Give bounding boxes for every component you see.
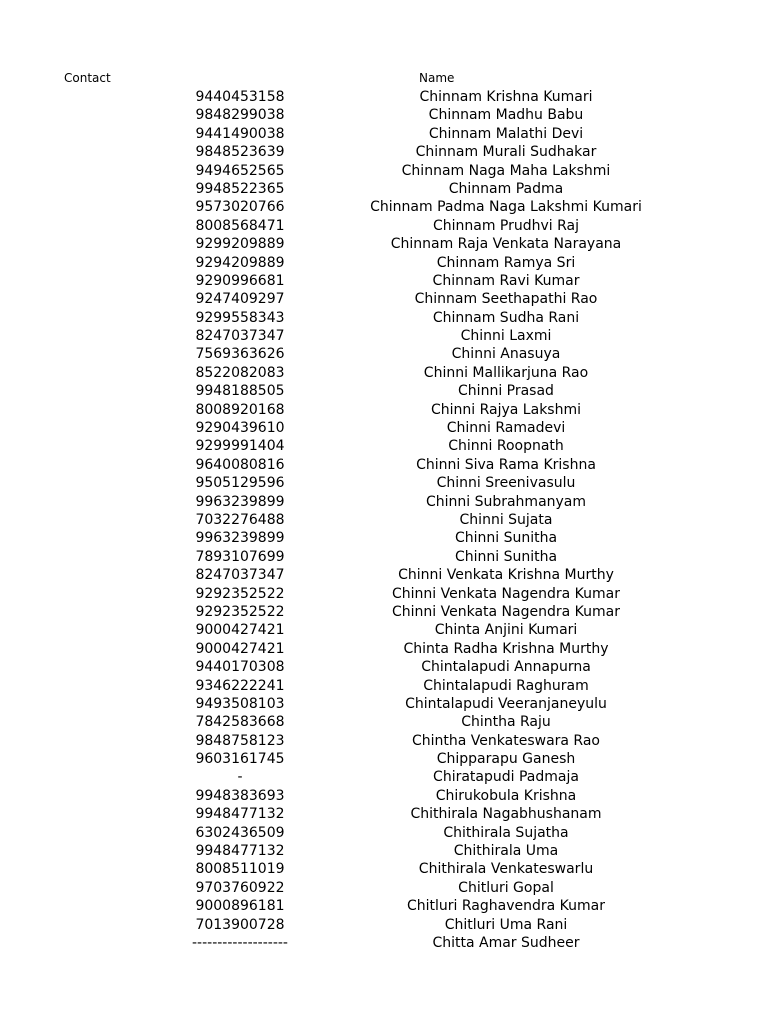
contact-number-cell: 9948477132 (195, 843, 285, 860)
contact-number-cell: 9603161745 (195, 751, 285, 768)
table-row (0, 768, 768, 786)
table-row (0, 842, 768, 860)
name-text: Chiratapudi Padmaja (433, 769, 579, 786)
name-text: Chinni Sunitha (454, 548, 558, 565)
contact-number-cell: 9948383693 (195, 787, 285, 804)
table-row (0, 474, 768, 492)
name-cell (416, 272, 768, 290)
name-cell (407, 897, 768, 915)
contact-number-cell: 9440170308 (195, 659, 285, 676)
name-cell (416, 143, 768, 161)
name-text: Chitluri Raghavendra Kumar (407, 898, 605, 915)
contact-number-cell: 9299558343 (195, 309, 285, 326)
name-cell (416, 290, 768, 308)
name-cell (416, 364, 768, 382)
table-row (0, 548, 768, 566)
table-row (0, 824, 768, 842)
contact-number-cell: 9505129596 (195, 475, 285, 492)
name-cell (401, 162, 768, 180)
table-row (0, 860, 768, 878)
name-cell (416, 621, 768, 639)
table-row (0, 143, 768, 161)
contact-number-cell: 9640080816 (195, 456, 285, 473)
name-text: Chinta Radha Krishna Murthy (403, 640, 609, 657)
name-cell (416, 529, 768, 547)
name-text: Chintalapudi Annapurna (421, 659, 591, 676)
contact-number-cell: 9299991404 (195, 438, 285, 455)
table-row (0, 180, 768, 198)
contact-number-cell: 6302436509 (195, 824, 285, 841)
table-row (0, 658, 768, 676)
name-text: Chinni Anasuya (451, 346, 561, 363)
table-row (0, 750, 768, 768)
table-row (0, 235, 768, 253)
name-text: Chinni Roopnath (448, 438, 564, 455)
name-cell (398, 566, 768, 584)
contact-number-cell: 9000427421 (195, 622, 285, 639)
name-cell (416, 327, 768, 345)
contact-number-cell: 9963239899 (195, 493, 285, 510)
name-text: Chinnam Krishna Kumari (419, 89, 593, 105)
contact-number-cell: 8247037347 (195, 567, 285, 584)
name-text: Chinni Prasad (458, 383, 554, 400)
name-cell (416, 180, 768, 198)
table-row (0, 162, 768, 180)
name-cell (416, 106, 768, 124)
name-cell (416, 768, 768, 786)
name-cell (392, 585, 768, 603)
table-row (0, 419, 768, 437)
table-row (0, 272, 768, 290)
name-text: Chirukobula Krishna (435, 787, 577, 804)
name-text: Chinni Venkata Krishna Murthy (398, 567, 614, 584)
name-text: Chinnam Murali Sudhakar (415, 144, 597, 161)
name-cell (416, 345, 768, 363)
name-text: Chithirala Sujatha (443, 824, 569, 841)
contact-column-header: Contact (64, 71, 111, 85)
contact-number-cell: 9290439610 (195, 420, 285, 437)
table-row (0, 603, 768, 621)
name-cell (416, 474, 768, 492)
name-cell (416, 88, 768, 106)
contact-number-cell: 9441490038 (195, 125, 285, 142)
contact-number-cell: 9948477132 (195, 806, 285, 823)
name-text: Chintalapudi Veeranjaneyulu (405, 695, 607, 712)
contact-number-cell: 8008511019 (195, 861, 285, 878)
name-cell (370, 198, 768, 216)
contact-number-cell: 9963239899 (195, 530, 285, 547)
name-cell (416, 916, 768, 934)
name-cell (412, 732, 768, 750)
contact-number-cell: 7569363626 (195, 346, 285, 363)
table-row (0, 511, 768, 529)
contact-number-cell: 9493508103 (195, 695, 285, 712)
name-text: Chinnam Sudha Rani (432, 309, 580, 326)
table-row (0, 916, 768, 934)
name-text: Chithirala Nagabhushanam (410, 806, 602, 823)
name-cell (416, 401, 768, 419)
name-text: Chitluri Uma Rani (444, 916, 568, 933)
name-cell (392, 603, 768, 621)
name-cell (416, 493, 768, 511)
name-text: Chinnam Madhu Babu (428, 107, 584, 124)
name-cell (416, 548, 768, 566)
contact-number-cell: 7842583668 (195, 714, 285, 731)
name-text: Chinnam Ravi Kumar (432, 272, 580, 289)
name-text: Chinni Laxmi (460, 328, 552, 345)
table-row (0, 345, 768, 363)
contact-number-cell: 9948522365 (195, 180, 285, 197)
name-text: Chithirala Venkateswarlu (418, 861, 594, 878)
contact-number-cell: ------------------- (192, 934, 288, 951)
table-row (0, 382, 768, 400)
name-column-header: Name (419, 71, 455, 85)
name-text: Chinni Venkata Nagendra Kumar (392, 603, 620, 620)
name-cell (416, 860, 768, 878)
contact-number-cell: 9290996681 (195, 272, 285, 289)
name-cell (416, 677, 768, 695)
contact-number-cell: 9292352522 (195, 603, 285, 620)
name-text: Chitluri Gopal (458, 879, 554, 896)
name-cell (403, 640, 768, 658)
name-text: Chinnam Ramya Sri (436, 254, 576, 271)
contact-number-cell: 9000427421 (195, 640, 285, 657)
name-text: Chinnam Raja Venkata Narayana (390, 236, 622, 253)
table-row (0, 713, 768, 731)
name-text: Chinnam Naga Maha Lakshmi (401, 162, 611, 179)
name-text: Chintha Raju (461, 714, 551, 731)
name-text: Chinni Venkata Nagendra Kumar (392, 585, 620, 602)
name-cell (416, 217, 768, 235)
table-row (0, 254, 768, 272)
name-cell (416, 787, 768, 805)
name-text: Chithirala Uma (453, 843, 559, 860)
name-cell (416, 125, 768, 143)
table-row (0, 290, 768, 308)
contact-number-cell: 9346222241 (195, 677, 285, 694)
table-row (0, 401, 768, 419)
contact-number-cell: 7032276488 (195, 511, 285, 528)
contact-number-cell: 9573020766 (195, 199, 285, 216)
contact-list (0, 88, 768, 952)
name-cell (390, 235, 768, 253)
contact-number-cell: 9494652565 (195, 162, 285, 179)
name-cell (416, 750, 768, 768)
name-cell (416, 879, 768, 897)
name-text: Chinnam Malathi Devi (428, 125, 584, 142)
name-text: Chinnam Padma (448, 180, 564, 197)
contact-number-cell: 9294209889 (195, 254, 285, 271)
name-text: Chinnam Seethapathi Rao (414, 291, 598, 308)
name-cell (416, 419, 768, 437)
contact-number-cell: 8522082083 (195, 364, 285, 381)
name-cell (405, 695, 768, 713)
table-row (0, 88, 768, 106)
contact-number-cell: 9848523639 (195, 144, 285, 161)
name-cell (416, 842, 768, 860)
table-row (0, 309, 768, 327)
name-text: Chinni Subrahmanyam (425, 493, 587, 510)
name-text: Chinni Ramadevi (446, 420, 566, 437)
name-text: Chinta Anjini Kumari (434, 622, 578, 639)
table-row (0, 566, 768, 584)
table-row (0, 805, 768, 823)
contact-number-cell: 9948188505 (195, 383, 285, 400)
name-cell (416, 713, 768, 731)
name-cell (416, 456, 768, 474)
name-cell (410, 805, 768, 823)
table-row (0, 437, 768, 455)
table-row (0, 217, 768, 235)
name-cell (416, 437, 768, 455)
contact-number-cell: 9299209889 (195, 236, 285, 253)
contact-number-cell: 9292352522 (195, 585, 285, 602)
contact-number-cell: 9000896181 (195, 898, 285, 915)
table-row (0, 529, 768, 547)
name-cell (416, 382, 768, 400)
name-text: Chinni Siva Rama Krishna (416, 456, 596, 473)
contact-number-cell: 9703760922 (195, 879, 285, 896)
table-row (0, 493, 768, 511)
name-cell (416, 824, 768, 842)
table-row (0, 695, 768, 713)
name-text: Chitta Amar Sudheer (432, 934, 580, 951)
name-text: Chinni Mallikarjuna Rao (423, 364, 589, 381)
name-text: Chinnam Padma Naga Lakshmi Kumari (370, 199, 642, 216)
name-cell (416, 511, 768, 529)
table-row (0, 364, 768, 382)
name-text: Chinni Sujata (459, 511, 553, 528)
contact-number-cell: 8008568471 (195, 217, 285, 234)
name-text: Chinni Sreenivasulu (436, 475, 576, 492)
name-text: Chinni Rajya Lakshmi (430, 401, 581, 418)
name-cell (416, 309, 768, 327)
name-text: Chintha Venkateswara Rao (412, 732, 600, 749)
name-cell (416, 658, 768, 676)
contact-number-cell: 7013900728 (195, 916, 285, 933)
contact-number-cell: 9440453158 (195, 89, 285, 105)
table-row (0, 585, 768, 603)
table-row (0, 677, 768, 695)
contact-number-cell: 9848299038 (195, 107, 285, 124)
name-cell (416, 254, 768, 272)
table-row (0, 897, 768, 915)
table-row (0, 787, 768, 805)
table-row (0, 327, 768, 345)
contact-number-cell: 8247037347 (195, 328, 285, 345)
contact-number-cell: 8008920168 (195, 401, 285, 418)
table-row (0, 106, 768, 124)
table-row (0, 198, 768, 216)
table-row (0, 640, 768, 658)
contact-number-cell: 9247409297 (195, 291, 285, 308)
name-text: Chinnam Prudhvi Raj (432, 217, 580, 234)
contact-number-cell: - (237, 769, 243, 786)
contact-number-cell: 9848758123 (195, 732, 285, 749)
name-text: Chipparapu Ganesh (436, 751, 576, 768)
table-row (0, 732, 768, 750)
table-row (0, 456, 768, 474)
contact-number-cell: 7893107699 (195, 548, 285, 565)
table-row (0, 934, 768, 952)
table-row (0, 879, 768, 897)
table-row (0, 621, 768, 639)
table-row (0, 125, 768, 143)
name-cell (416, 934, 768, 952)
name-text: Chintalapudi Raghuram (423, 677, 589, 694)
name-text: Chinni Sunitha (454, 530, 558, 547)
